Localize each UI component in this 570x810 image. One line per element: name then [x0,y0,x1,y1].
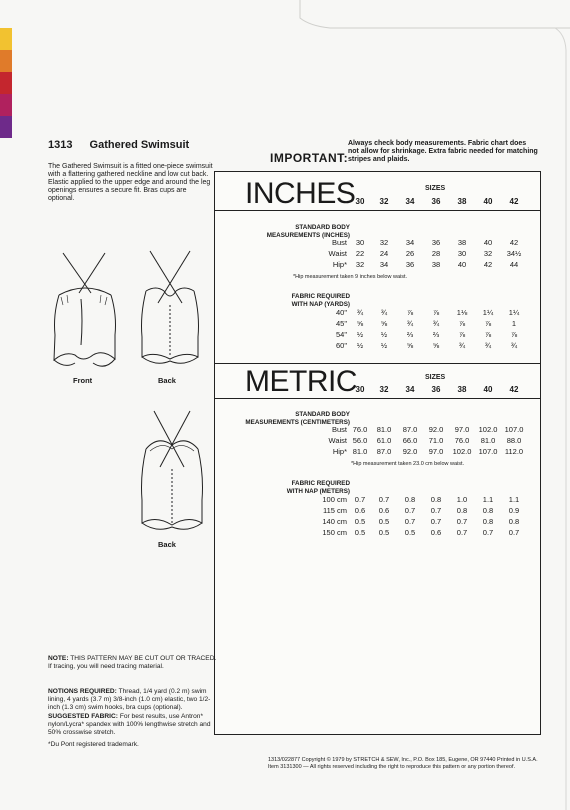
cell-value: ½ [356,341,364,350]
cell-value: 44 [509,260,519,269]
cell-value: ¾ [510,341,518,350]
cell-value: 92.0 [428,425,444,434]
cell-value: 1.1 [482,495,494,504]
cell-value: 26 [405,249,415,258]
front-label: Front [73,376,93,385]
cell-value: 0.6 [430,528,442,537]
cell-value: 76.0 [454,436,470,445]
size-value: 30 [355,385,365,394]
cell-value: 87.0 [402,425,418,434]
inches-fabric-label-2: WITH NAP (YARDS) [291,300,350,308]
cell-value: 0.5 [354,517,366,526]
note-label: NOTE: [48,655,69,662]
inches-body-label-2: MEASUREMENTS (INCHES) [266,231,350,239]
cell-value: ⅝ [432,341,440,350]
cell-value: ¾ [484,341,492,350]
cell-value: 0.8 [456,506,468,515]
cell-value: 0.7 [430,506,442,515]
size-value: 34 [405,197,415,206]
cell-value: 38 [431,260,441,269]
measurement-row [215,517,540,527]
cell-value: 0.8 [404,495,416,504]
important-label: IMPORTANT: [270,151,349,165]
size-value: 32 [379,197,389,206]
cell-value: 0.7 [456,528,468,537]
measurement-row [215,319,540,329]
metric-sizes-label: SIZES [425,374,446,381]
cell-value: 42 [509,238,519,247]
size-value: 30 [355,197,365,206]
cell-value: ¾ [432,319,440,328]
size-value: 42 [509,197,519,206]
cell-value: 1.0 [456,495,468,504]
copyright-line-2: Item 3131300 — All rights reserved including the right to reproduce this pattern or any portion thereof. [268,764,516,770]
cell-value: 0.5 [404,528,416,537]
size-value: 36 [431,197,441,206]
cell-value: 0.8 [482,517,494,526]
cell-value: 36 [431,238,441,247]
cell-value: 107.0 [504,425,524,434]
size-value: 40 [483,197,493,206]
metric-sizes-row [215,385,540,395]
cell-value: 97.0 [454,425,470,434]
metric-top-divider [215,363,540,364]
note-block [48,655,218,671]
important-text: Always check body measurements. Fabric chart does not allow for shrinkage. Extra fabric needed for matching stripes and plaids. [348,140,538,163]
row-label: 54" [335,330,347,339]
measurement-row [215,436,540,446]
fabric-text: For best results, use Antron* nylon/Lycra* spandex with 100% lengthwise stretch and 50% crosswise stretch. [48,713,211,736]
cell-value: 0.7 [404,506,416,515]
measurement-row [215,447,540,457]
cell-value: 40 [457,260,467,269]
cell-value: ¾ [380,308,388,317]
fabric-block [48,713,218,736]
cell-value: 1 [511,319,517,328]
cell-value: 88.0 [506,436,522,445]
cell-value: 0.6 [354,506,366,515]
cell-value: ½ [380,341,388,350]
inches-body-label-1: STANDARD BODY [295,224,350,231]
measurement-row [215,308,540,318]
note-text: THIS PATTERN MAY BE CUT OUT OR TRACED. If tracing, you will need tracing material. [48,655,217,670]
metric-body-label-2: MEASUREMENTS (CENTIMETERS) [245,418,350,426]
cell-value: 28 [431,249,441,258]
back-label-1: Back [158,376,176,385]
front-view-illustration [45,245,135,375]
cell-value: 34 [405,238,415,247]
measurement-row [215,330,540,340]
cell-value: 0.5 [378,517,390,526]
cell-value: ¾ [458,341,466,350]
cell-value: 0.5 [354,528,366,537]
cell-value: 0.5 [378,528,390,537]
metric-divider [215,398,540,399]
row-label: 140 cm [322,517,347,526]
metric-header: METRIC [245,365,357,398]
cell-value: 0.8 [482,506,494,515]
cell-value: ⅞ [458,330,466,339]
metric-hip-note: *Hip measurement taken 23.0 cm below waist. [351,461,465,467]
cell-value: 0.6 [378,506,390,515]
row-label: Hip* [332,447,347,456]
inches-fabric-label-1: FABRIC REQUIRED [291,293,350,300]
cell-value: 24 [379,249,389,258]
trademark-note: *Du Pont registered trademark. [48,741,139,748]
row-label: 115 cm [322,506,347,515]
inches-hip-note: *Hip measurement taken 9 inches below waist. [293,274,408,280]
row-label: 45" [335,319,347,328]
cell-value: 40 [483,238,493,247]
cell-value: 0.7 [354,495,366,504]
cell-value: ¾ [356,308,364,317]
pattern-name: Gathered Swimsuit [89,139,190,151]
cell-value: 0.7 [482,528,494,537]
cell-value: 0.7 [378,495,390,504]
cell-value: 112.0 [504,447,524,456]
cell-value: 0.8 [430,495,442,504]
cell-value: 42 [483,260,493,269]
cell-value: 0.7 [430,517,442,526]
size-value: 40 [483,385,493,394]
cell-value: 97.0 [428,447,444,456]
cell-value: ⅞ [458,319,466,328]
row-label: 60" [335,341,347,350]
row-label: Waist [328,249,347,258]
metric-fabric-label-2: WITH NAP (METERS) [286,487,350,495]
cell-value: 30 [355,238,365,247]
cell-value: 38 [457,238,467,247]
measurement-row [215,249,540,259]
cell-value: 0.7 [404,517,416,526]
metric-fabric-label-1: FABRIC REQUIRED [291,480,350,487]
cell-value: 56.0 [352,436,368,445]
cell-value: 0.9 [508,506,520,515]
metric-fabric-label [287,480,350,495]
fabric-label: SUGGESTED FABRIC: [48,713,118,720]
back-view-illustration [130,245,220,375]
pattern-number: 1313 [48,139,73,151]
cell-value: ⅝ [380,319,388,328]
cell-value: 1¼ [482,308,494,317]
metric-body-label-1: STANDARD BODY [295,411,350,418]
cell-value: 81.0 [352,447,368,456]
cell-value: 0.7 [508,528,520,537]
cell-value: 61.0 [376,436,392,445]
cell-value: ⅞ [510,330,518,339]
cell-value: ⅞ [484,319,492,328]
inches-divider [215,210,540,211]
row-label: Bust [331,425,347,434]
cell-value: 71.0 [428,436,444,445]
cell-value: ½ [380,330,388,339]
cell-value: 34½ [506,249,522,258]
inches-header: INCHES [245,177,356,210]
cell-value: ⅔ [432,330,440,339]
row-label: 100 cm [322,495,347,504]
cell-value: 102.0 [452,447,472,456]
cell-value: ⅝ [356,319,364,328]
measurement-row [215,238,540,248]
measurement-row [215,528,540,538]
cell-value: 34 [379,260,389,269]
row-label: 40" [335,308,347,317]
cell-value: ⅞ [484,330,492,339]
cell-value: 32 [355,260,365,269]
cell-value: 107.0 [478,447,498,456]
notions-block [48,688,218,711]
color-swatch-purple [0,116,12,138]
row-label: Bust [331,238,347,247]
measurement-row [215,260,540,270]
size-value: 36 [431,385,441,394]
measurement-row [215,425,540,435]
cell-value: 92.0 [402,447,418,456]
cell-value: ½ [356,330,364,339]
cell-value: 1¼ [508,308,520,317]
pattern-description: The Gathered Swimsuit is a fitted one-piece swimsuit with a flattering gathered neckline and low cut back. Elastic applied to the upper edge and around the leg openings ensures a secure fit. Bras cups are optional. [48,163,213,202]
size-value: 42 [509,385,519,394]
measurement-chart [214,171,541,735]
size-value: 32 [379,385,389,394]
color-swatch-orange [0,50,12,72]
cell-value: 36 [405,260,415,269]
copyright-line-1: 1313/022877 Copyright © 1979 by STRETCH & SEW, Inc., P.O. Box 185, Eugene, OR 97440 Printed in U.S.A. [268,757,538,763]
row-label: Waist [328,436,347,445]
inches-sizes-label: SIZES [425,185,446,192]
cell-value: 30 [457,249,467,258]
cell-value: 81.0 [376,425,392,434]
inches-sizes-row [215,197,540,207]
cell-value: 32 [379,238,389,247]
cell-value: 66.0 [402,436,418,445]
measurement-row [215,341,540,351]
back-label-2: Back [158,540,176,549]
cell-value: 1.1 [508,495,520,504]
cell-value: 0.8 [508,517,520,526]
cell-value: ⅞ [432,308,440,317]
size-value: 38 [457,197,467,206]
cell-value: 32 [483,249,493,258]
row-label: 150 cm [322,528,347,537]
cell-value: 102.0 [478,425,498,434]
color-swatch-magenta [0,94,12,116]
inches-fabric-label [292,293,350,308]
size-value: 38 [457,385,467,394]
measurement-row [215,495,540,505]
row-label: Hip* [332,260,347,269]
cell-value: ¾ [406,319,414,328]
size-value: 34 [405,385,415,394]
copyright [268,757,538,771]
notions-text: Thread, 1/4 yard (0.2 m) swim lining, 4 yards (3.7 m) 3/8-inch (1.0 cm) elastic, two 1/2-inch (1.3 cm) swim hooks, bra cups (optional). [48,688,211,711]
measurement-row [215,506,540,516]
back-view-illustration-2 [128,405,218,540]
notions-label: NOTIONS REQUIRED: [48,688,117,695]
cell-value: 87.0 [376,447,392,456]
cell-value: 0.7 [456,517,468,526]
color-swatch-red [0,72,12,94]
cell-value: ⅔ [406,330,414,339]
metric-body-label [245,411,350,426]
inches-body-label [267,224,350,239]
cell-value: ⅞ [406,308,414,317]
color-swatch-yellow [0,28,12,50]
cell-value: ⅝ [406,341,414,350]
pattern-title [48,139,189,151]
cell-value: 22 [355,249,365,258]
cell-value: 1⅛ [456,308,468,317]
cell-value: 81.0 [480,436,496,445]
cell-value: 76.0 [352,425,368,434]
